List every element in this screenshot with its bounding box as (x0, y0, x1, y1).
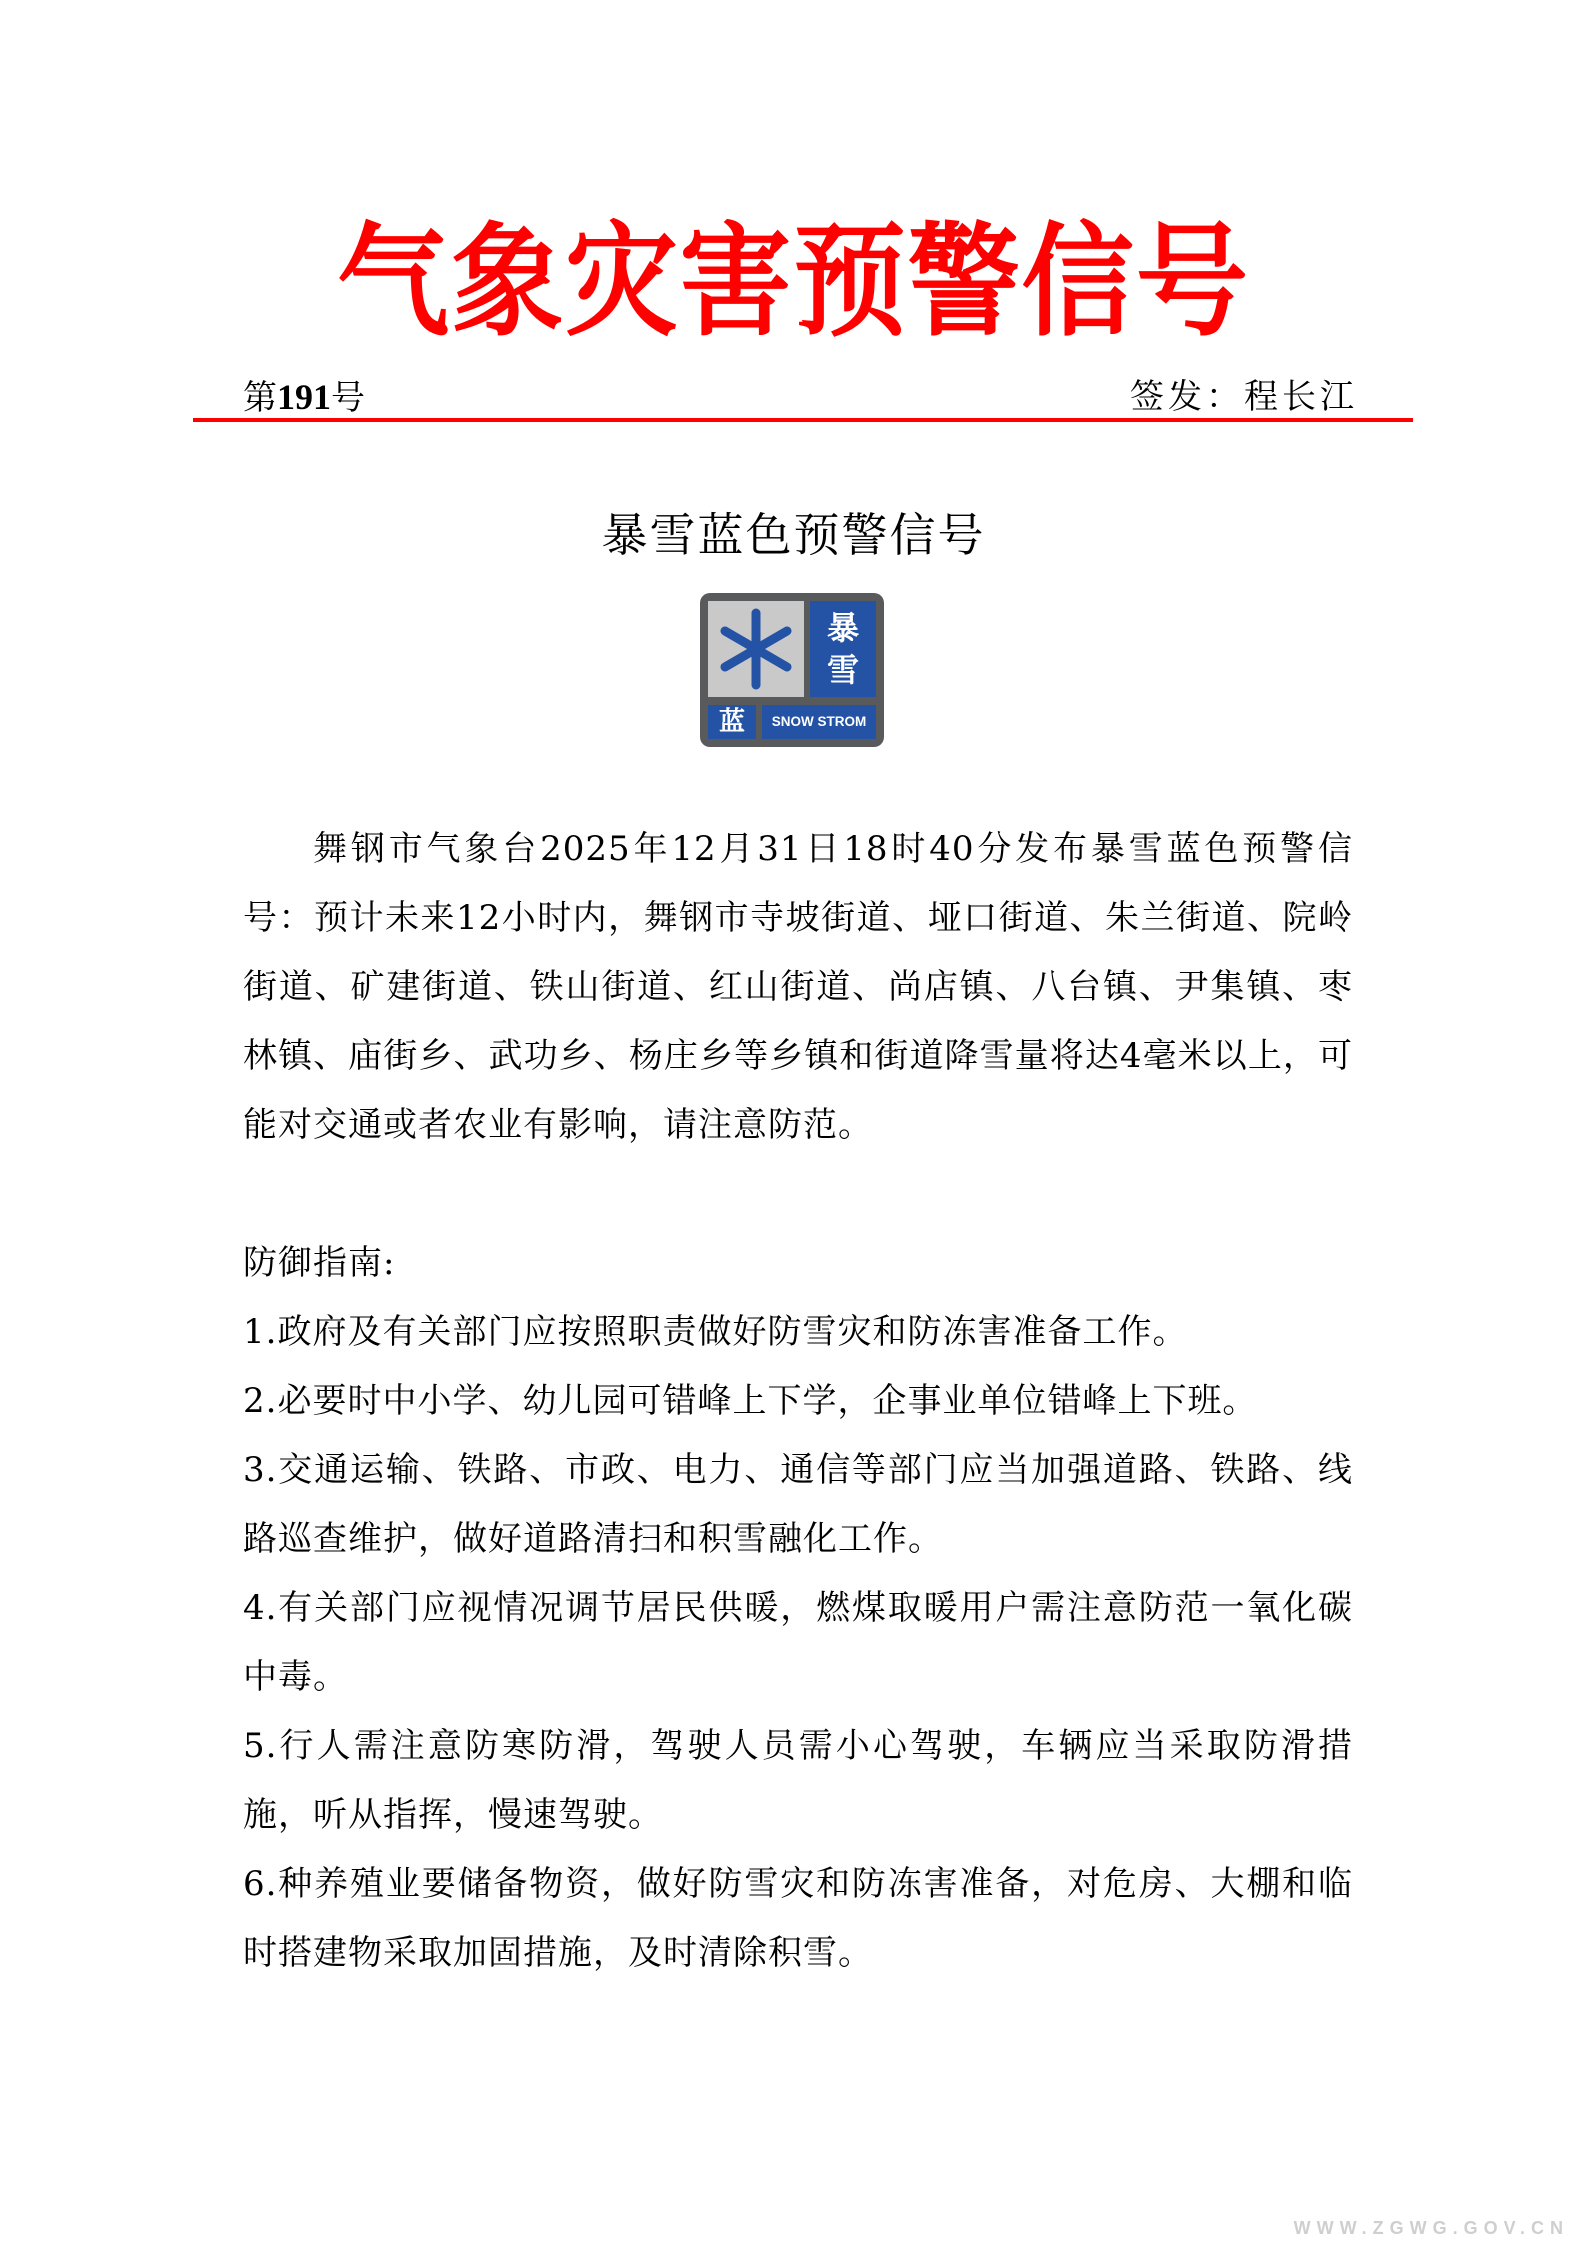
snowstorm-blue-signal-icon (700, 593, 884, 747)
signal-name-line1: 暴 (826, 609, 859, 647)
signal-level: 蓝 (708, 705, 756, 739)
signal-name-line2: 雪 (826, 651, 859, 689)
main-title: 气象灾害预警信号 (337, 211, 1250, 353)
signer-name: 程长江 (1244, 377, 1358, 417)
guide-item: 2.必要时中小学、幼儿园可错峰上下学，企事业单位错峰上下班。 (243, 1381, 1258, 1421)
guide-item: 5.行人需注意防寒防滑，驾驶人员需小心驾驶，车辆应当采取防滑措施，听从指挥，慢速驾驶。 (243, 1726, 1353, 1835)
guide-item: 4.有关部门应视情况调节居民供暖，燃煤取暖用户需注意防范一氧化碳中毒。 (243, 1588, 1353, 1697)
document-header (243, 374, 1358, 420)
signer (1130, 374, 1358, 420)
number-prefix: 第 (243, 378, 277, 418)
document-number (243, 374, 365, 421)
guide-item: 1.政府及有关部门应按照职责做好防雪灾和防冻害准备工作。 (243, 1312, 1188, 1352)
snowflake-icon (708, 601, 804, 697)
signal-name (810, 601, 876, 697)
signer-label: 签发： (1130, 377, 1244, 417)
sub-title: 暴雪蓝色预警信号 (601, 508, 986, 562)
header-divider (193, 418, 1413, 422)
guide-title: 防御指南: (243, 1243, 396, 1283)
signal-english-name: SNOW STROM (762, 705, 876, 739)
guide-item: 6.种养殖业要储备物资，做好防雪灾和防冻害准备，对危房、大棚和临时搭建物采取加固措施，及时清除积雪。 (243, 1864, 1353, 1973)
document-body (243, 815, 1353, 1988)
warning-paragraph: 舞钢市气象台2025年12月31日18时40分发布暴雪蓝色预警信号：预计未来12小时内，舞钢市寺坡街道、垭口街道、朱兰街道、院岭街道、矿建街道、铁山街道、红山街道、尚店镇、八台镇、尹集镇、枣林镇、庙街乡、武功乡、杨庄乡等乡镇和街道降雪量将达4毫米以上，可能对交通或者农业有影响，请注意防范。 (243, 829, 1353, 1145)
guide-item: 3.交通运输、铁路、市政、电力、通信等部门应当加强道路、铁路、线路巡查维护，做好道路清扫和积雪融化工作。 (243, 1450, 1353, 1559)
site-watermark: WWW.ZGWG.GOV.CN (1293, 2218, 1569, 2238)
number-suffix: 号 (331, 378, 365, 418)
number-value: 191 (277, 377, 331, 417)
